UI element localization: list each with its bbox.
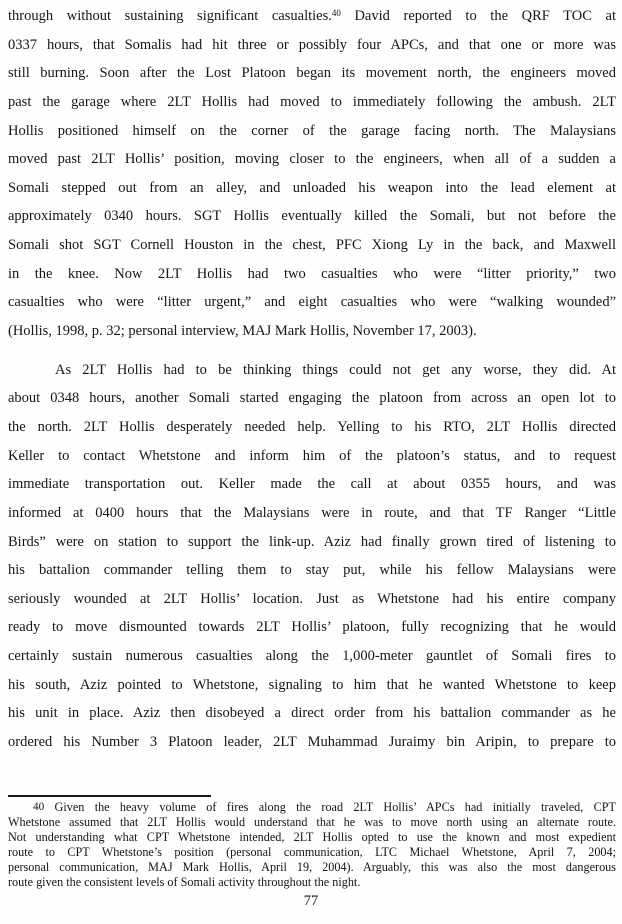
text-line: certainly sustain numerous casualties along the 1,000-meter gauntlet of Somali fires to bbox=[8, 648, 616, 665]
paragraph-1 bbox=[8, 2, 616, 346]
body-text bbox=[8, 2, 616, 757]
text-line: Somali shot SGT Cornell Houston in the chest, PFC Xiong Ly in the back, and Maxwell bbox=[8, 237, 616, 254]
footnote-reference-marker: 40 bbox=[33, 800, 45, 813]
text-line bbox=[8, 2, 616, 31]
text-line: As 2LT Hollis had to be thinking things could not get any worse, they did. At bbox=[55, 361, 616, 378]
footnote-area bbox=[8, 795, 616, 889]
footnote-reference-marker: 40 bbox=[331, 7, 341, 18]
text-segment: Given the heavy volume of fires along the road 2LT Hollis’ APCs had initially traveled, CPT bbox=[44, 800, 616, 814]
text-segment: through without sustaining significant casualties. bbox=[8, 8, 332, 24]
footnote-40-text bbox=[8, 800, 616, 889]
text-line: moved past 2LT Hollis’ position, moving closer to the engineers, when all of a sudden a bbox=[8, 151, 616, 168]
text-line: route to CPT Whetstone’s position (personal communication, LTC Michael Whetstone, April 7, 2004; bbox=[8, 844, 616, 859]
text-line: past the garage where 2LT Hollis had moved to immediately following the ambush. 2LT bbox=[8, 93, 616, 110]
footnote-separator-rule bbox=[8, 795, 211, 797]
page-number: 77 bbox=[303, 893, 319, 909]
text-line: Keller to contact Whetstone and inform him of the platoon’s status, and to request bbox=[8, 447, 616, 464]
text-line: Hollis positioned himself on the corner of the garage facing north. The Malaysians bbox=[8, 122, 616, 139]
text-line: Whetstone assumed that 2LT Hollis would understand that he was to move north using an alternate route. bbox=[8, 814, 616, 829]
text-line: approximately 0340 hours. SGT Hollis eventually killed the Somali, but not before the bbox=[8, 208, 616, 225]
text-segment: David reported to the QRF TOC at bbox=[340, 8, 616, 24]
text-line: Not understanding what CPT Whetstone intended, 2LT Hollis opted to use the known and most expedient bbox=[8, 829, 616, 844]
text-line: still burning. Soon after the Lost Platoon began its movement north, the engineers moved bbox=[8, 65, 616, 82]
text-line: ordered his Number 3 Platoon leader, 2LT Muhammad Juraimy bin Aripin, to prepare to bbox=[8, 734, 616, 751]
text-line bbox=[8, 800, 616, 815]
text-line: Somali stepped out from an alley, and unloaded his weapon into the lead element at bbox=[8, 179, 616, 196]
text-line: seriously wounded at 2LT Hollis’ location. Just as Whetstone had his entire company bbox=[8, 590, 616, 607]
paragraph-2 bbox=[8, 356, 616, 757]
text-line: personal communication, MAJ Mark Hollis, April 19, 2004). Arguably, this was also the most dangerous bbox=[8, 859, 616, 874]
text-line: route given the consistent levels of Somali activity throughout the night. bbox=[8, 874, 361, 889]
text-line: the north. 2LT Hollis desperately needed help. Yelling to his RTO, 2LT Hollis directed bbox=[8, 418, 616, 435]
text-line: his battalion commander telling them to stay put, while his fellow Malaysians were bbox=[8, 562, 616, 579]
text-line: his unit in place. Aziz then disobeyed a direct order from his battalion commander as he bbox=[8, 705, 616, 722]
text-line: about 0348 hours, another Somali started engaging the platoon from across an open lot to bbox=[8, 390, 616, 407]
text-line: informed at 0400 hours that the Malaysians were in route, and that TF Ranger “Little bbox=[8, 504, 616, 521]
text-line: 0337 hours, that Somalis had hit three or possibly four APCs, and that one or more was bbox=[8, 36, 616, 53]
text-line: Birds” were on station to support the link-up. Aziz had finally grown tired of listening to bbox=[8, 533, 616, 550]
text-line: (Hollis, 1998, p. 32; personal interview, MAJ Mark Hollis, November 17, 2003). bbox=[8, 323, 477, 340]
text-line: immediate transportation out. Keller made the call at about 0355 hours, and was bbox=[8, 476, 616, 493]
text-line: casualties who were “litter urgent,” and eight casualties who were “walking wounded” bbox=[8, 294, 616, 311]
text-line: his south, Aziz pointed to Whetstone, signaling to him that he wanted Whetstone to keep bbox=[8, 676, 616, 693]
text-line: in the knee. Now 2LT Hollis had two casualties who were “litter priority,” two bbox=[8, 265, 616, 282]
text-line: ready to move dismounted towards 2LT Hollis’ platoon, fully recognizing that he would bbox=[8, 619, 616, 636]
